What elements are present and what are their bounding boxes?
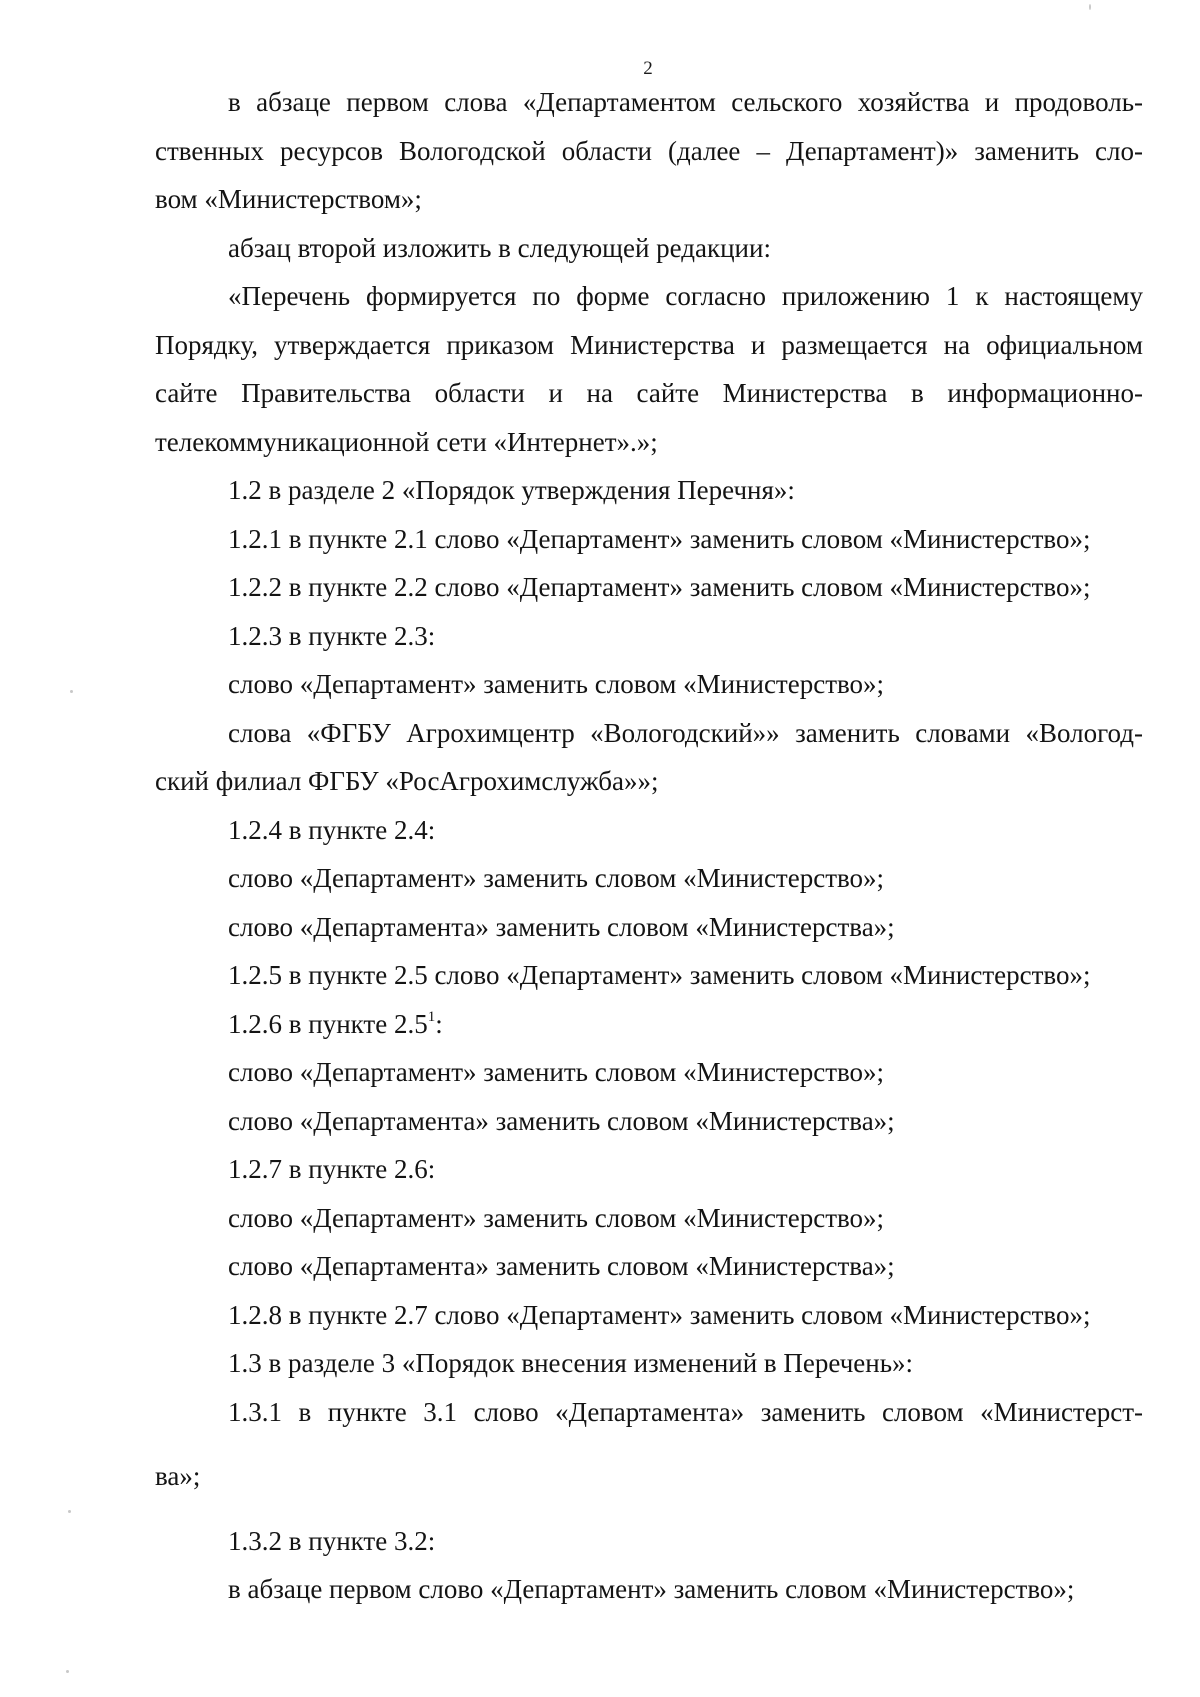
text-line: ва»; <box>155 1461 201 1491</box>
scan-speck <box>1089 4 1091 10</box>
text-line: 1.2 в разделе 2 «Порядок утверждения Перечня»: <box>228 475 795 505</box>
scan-speck <box>68 1510 71 1513</box>
text-line: слово «Департамента» заменить словом «Министерства»; <box>228 911 895 942</box>
superscript: 1 <box>427 1008 436 1025</box>
text-line: слова «ФГБУ Агрохимцентр «Вологодский»» заменить словами «Вологод- <box>228 717 1143 748</box>
text-line: телекоммуникационной сети «Интернет».»; <box>155 426 658 457</box>
text-line: 1.2.5 в пункте 2.5 слово «Департамент» заменить словом «Министерство»; <box>228 960 1091 990</box>
text-line: сайте Правительства области и на сайте Министерства в информационно- <box>155 378 1143 408</box>
text-line: слово «Департамент» заменить словом «Министерство»; <box>228 669 885 699</box>
text-line: 1.2.1 в пункте 2.1 слово «Департамент» заменить словом «Министерство»; <box>228 523 1091 554</box>
text-line: Порядку, утверждается приказом Министерства и размещается на официальном <box>155 329 1143 360</box>
text-line: 1.3 в разделе 3 «Порядок внесения изменений в Перечень»: <box>228 1348 914 1378</box>
text-line-tail: : <box>435 1008 443 1039</box>
text-line: вом «Министерством»; <box>155 184 422 214</box>
text-line: 1.2.3 в пункте 2.3: <box>228 620 436 651</box>
page-number: 2 <box>643 58 653 79</box>
text-line: ский филиал ФГБУ «РосАгрохимслужба»»; <box>155 766 659 796</box>
text-line: 1.2.8 в пункте 2.7 слово «Департамент» заменить словом «Министерство»; <box>228 1299 1091 1330</box>
document-body <box>155 78 1143 1614</box>
text-line: 1.2.7 в пункте 2.6: <box>228 1154 436 1184</box>
text-line <box>155 1000 1143 1049</box>
text-line: слово «Департамент» заменить словом «Министерство»; <box>228 863 885 893</box>
text-line: «Перечень формируется по форме согласно приложению 1 к настоящему <box>228 281 1143 311</box>
scan-speck <box>70 690 73 693</box>
text-line: слово «Департамент» заменить словом «Министерство»; <box>228 1057 885 1087</box>
text-line: 1.2.2 в пункте 2.2 слово «Департамент» заменить словом «Министерство»; <box>228 572 1091 602</box>
scan-speck <box>66 1670 69 1673</box>
text-line: в абзаце первом слово «Департамент» заменить словом «Министерство»; <box>228 1574 1075 1604</box>
text-line: слово «Департамент» заменить словом «Министерство»; <box>228 1202 885 1233</box>
text-line: слово «Департамента» заменить словом «Министерства»; <box>228 1105 895 1136</box>
text-line: 1.2.4 в пункте 2.4: <box>228 814 436 845</box>
text-line: ственных ресурсов Вологодской области (далее – Департамент)» заменить сло- <box>155 135 1143 166</box>
text-line: 1.3.2 в пункте 3.2: <box>228 1525 436 1556</box>
text-line: абзац второй изложить в следующей редакции: <box>228 232 771 263</box>
text-line: слово «Департамента» заменить словом «Министерства»; <box>228 1251 895 1281</box>
text-line-main: 1.2.6 в пункте 2.5 <box>228 1008 428 1039</box>
text-line: в абзаце первом слова «Департаментом сельского хозяйства и продоволь- <box>228 87 1143 117</box>
text-line: 1.3.1 в пункте 3.1 слово «Департамента» заменить словом «Министерст- <box>228 1396 1143 1427</box>
